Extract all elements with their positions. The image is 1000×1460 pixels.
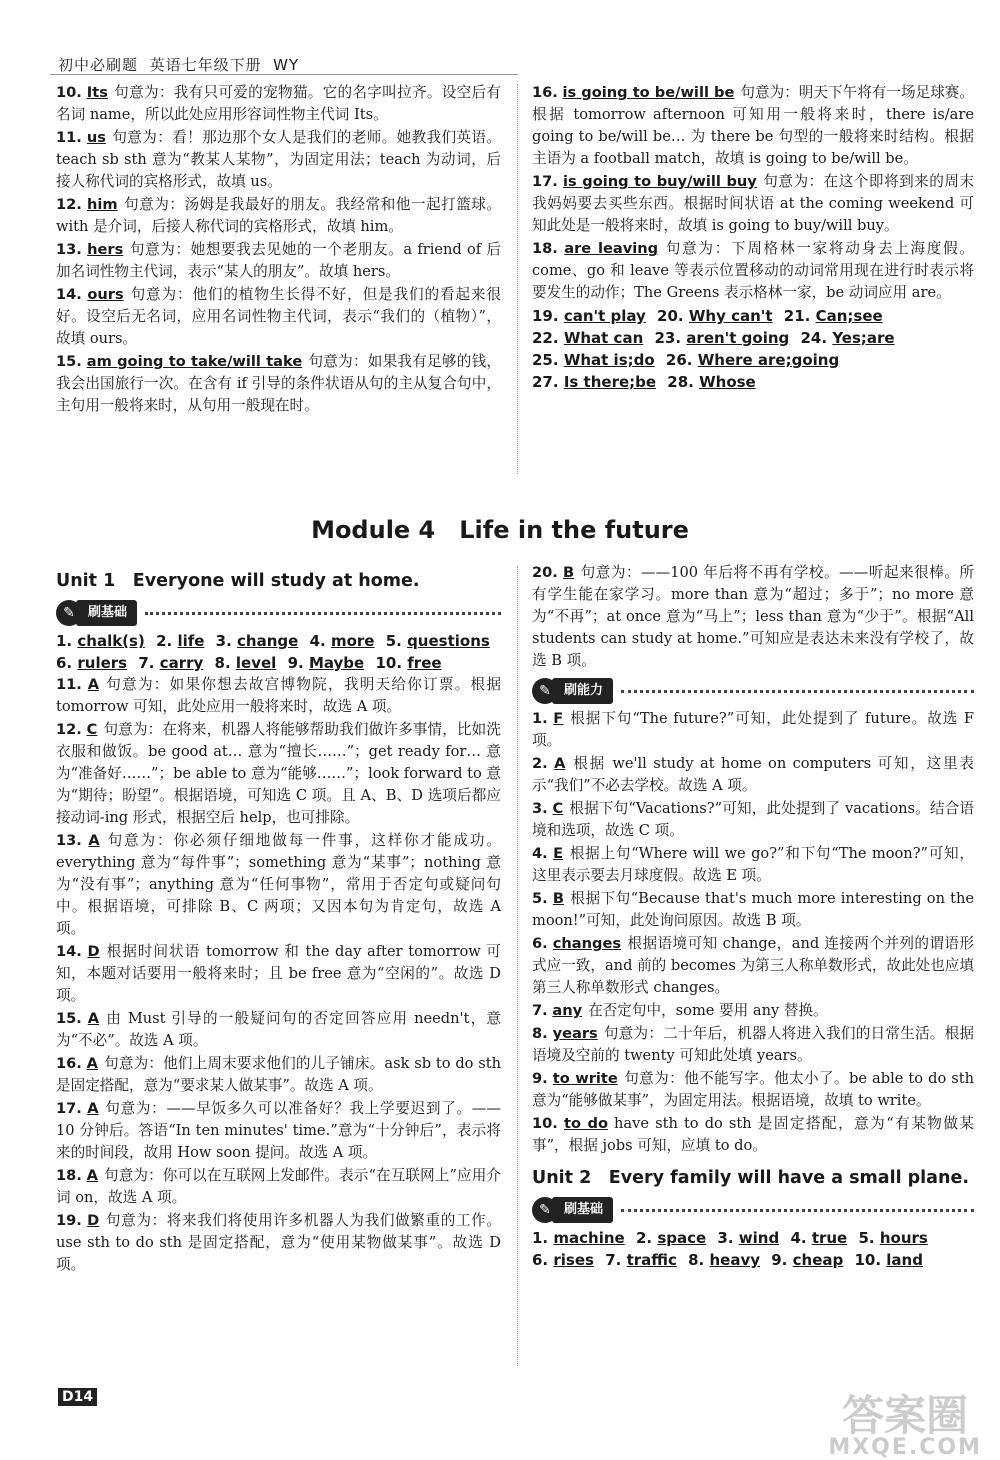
item-explanation: 根据语境可知 change，and 连接两个并列的谓语形式应一致，and 前的 becomes 为第三人称单数形式，故此处也应填第三人称单数形式 changes。	[532, 935, 974, 996]
fill-item	[56, 654, 127, 672]
item-number: 6.	[532, 935, 548, 952]
unit1-explanations-right	[532, 562, 974, 672]
fill-item	[784, 307, 883, 325]
item-number: 4.	[532, 845, 548, 862]
item-explanation: 句意为：汤姆是我最好的朋友。我经常和他一起打篮球。with 是介词，后接人称代词的宾格形式，故填 him。	[56, 196, 501, 235]
item-answer: carry	[159, 654, 204, 672]
item-answer: hers	[87, 241, 124, 258]
item-number: 1.	[532, 1229, 549, 1247]
answer-item	[56, 1210, 501, 1276]
item-explanation: 句意为：——早饭多久可以准备好？我上学要迟到了。——10 分钟后。答语“In ten minutes' time.”意为“十分钟后”，表示将来的时间段，故用 How soon 提问。故选 A 项。	[56, 1100, 501, 1161]
answer-item	[532, 753, 974, 797]
item-number: 7.	[532, 1002, 548, 1019]
item-answer: him	[87, 196, 118, 213]
unit1-fill-answers	[56, 630, 501, 674]
answer-item	[532, 888, 974, 932]
item-answer: B	[552, 890, 564, 907]
item-explanation: 根据上句“Where will we go?”和下句“The moon?”可知，这里表示要去月球度假。故选 E 项。	[532, 845, 974, 884]
item-number: 4.	[309, 632, 326, 650]
item-number: 10.	[532, 1115, 558, 1132]
answer-item	[532, 798, 974, 842]
unit1-ability-explanations	[532, 708, 974, 1157]
answer-item	[56, 351, 501, 417]
item-explanation: 句意为：——100 年后将不再有学校。——听起来很棒。所有学生能在家学习。more than 意为“超过；多于”；no more 意为“不再”；at once 意为“马上”；less than 意为“少于”。根据“All students can study at home.”可知应是表达未来没有学校了，故选 B 项。	[532, 564, 975, 669]
item-number: 10.	[56, 84, 82, 101]
item-answer: life	[177, 632, 205, 650]
item-answer: D	[87, 1212, 100, 1229]
column-divider-top	[517, 84, 518, 474]
badge-basic	[56, 600, 501, 626]
answer-item	[532, 562, 974, 672]
answer-item	[56, 284, 501, 350]
item-answer: land	[886, 1251, 923, 1269]
item-answer: A	[554, 755, 566, 772]
item-explanation: 句意为：下周格林一家将动身去上海度假。come、go 和 leave 等表示位置移动的动词常用现在进行时表示将要发生的动作；The Greens 表示格林一家，be 动词应用 are。	[532, 240, 974, 301]
item-answer: change	[237, 632, 299, 650]
item-number: 6.	[56, 654, 73, 672]
fill-row	[56, 652, 501, 674]
answer-item	[56, 194, 501, 238]
item-number: 18.	[56, 1167, 82, 1184]
item-number: 23.	[654, 329, 682, 347]
item-number: 2.	[532, 755, 548, 772]
item-explanation: 句意为：她想要我去见她的一个老朋友。a friend of 后加名词性物主代词，表示“某人的朋友”。故填 hers。	[56, 241, 502, 280]
item-number: 24.	[800, 329, 828, 347]
fill-item	[801, 329, 895, 347]
fill-item	[636, 1229, 706, 1247]
module-title: Module 4 Life in the future	[311, 516, 689, 544]
item-explanation: 根据下句“Because that's much more interesting on the moon!”可知，此处询问原因。故选 B 项。	[532, 890, 975, 929]
item-explanation: 句意为：你必须仔细地做每一件事，这样你才能成功。everything 意为“每件事”；something 意为“某事”；nothing 意为“没有事”；anything 意为“任何事物”，常用于否定句或疑问句中。根据语境，可排除 B、C 两项；又因本句为肯定句，故选 A 项。	[56, 832, 501, 937]
answer-item	[56, 719, 501, 829]
item-answer: years	[552, 1025, 598, 1042]
fill-item	[532, 307, 646, 325]
item-answer: space	[657, 1229, 707, 1247]
item-answer: wind	[738, 1229, 780, 1247]
fill-item	[215, 654, 277, 672]
item-explanation: 句意为：明天下午将有一场足球赛。根据 tomorrow afternoon 可知用一般将来时，there is/are going to be/will be… 为 there be 句型的一般将来时结构。根据主语为 a football match，故填 is going to be/will be。	[532, 84, 974, 167]
fill-item	[216, 632, 299, 650]
answer-item	[532, 82, 974, 170]
fill-item	[532, 373, 656, 391]
fill-item	[771, 1251, 843, 1269]
fill-item	[532, 329, 643, 347]
page-number: D14	[58, 1388, 97, 1406]
item-explanation: 根据 we'll study at home on computers 可知，这里表示“我们”不必去学校。故选 A 项。	[532, 755, 974, 794]
fill-item	[667, 373, 755, 391]
fill-row	[532, 327, 974, 349]
item-answer: aren't going	[686, 329, 790, 347]
item-answer: Its	[86, 84, 108, 101]
item-number: 3.	[532, 800, 548, 817]
item-answer: A	[87, 676, 100, 693]
item-answer: ours	[87, 286, 124, 303]
item-explanation: 句意为：我有只可爱的宠物猫。它的名字叫拉齐。设空后有名词 name，所以此处应用形容词性物主代词 Its。	[56, 84, 501, 123]
item-answer: A	[87, 1100, 99, 1117]
unit1-explanations-left	[56, 674, 501, 1276]
item-answer: Maybe	[308, 654, 365, 672]
item-explanation: 句意为：你可以在互联网上发邮件。表示“在互联网上”应用介词 on，故选 A 项。	[56, 1167, 501, 1206]
item-answer: What can	[563, 329, 644, 347]
item-number: 20.	[657, 307, 684, 325]
item-number: 13.	[56, 241, 82, 258]
fill-item	[532, 1229, 625, 1247]
item-answer: machine	[553, 1229, 625, 1247]
item-number: 22.	[532, 329, 559, 347]
item-explanation: 句意为：他们上周末要求他们的儿子铺床。ask sb to do sth 是固定搭配，意为“要求某人做某事”。故选 A 项。	[56, 1055, 501, 1094]
item-explanation: 句意为：他不能写字。他太小了。be able to do sth 意为“能够做某事”，为固定用法。根据语境，故填 to write。	[532, 1070, 975, 1109]
item-number: 16.	[56, 1055, 82, 1072]
item-number: 19.	[56, 1212, 82, 1229]
top-left-column	[56, 82, 501, 418]
fill-item	[654, 329, 789, 347]
fill-row	[532, 1249, 974, 1271]
item-answer: is going to be/will be	[562, 84, 735, 101]
fill-item	[657, 307, 773, 325]
edition: WY	[273, 56, 300, 74]
item-answer: A	[86, 1055, 98, 1072]
dotted-rule	[621, 1209, 974, 1212]
item-answer: chalk(s)	[77, 632, 145, 650]
item-number: 27.	[532, 373, 559, 391]
item-answer: questions	[407, 632, 490, 650]
answer-item	[532, 1023, 974, 1067]
item-answer: heavy	[709, 1251, 761, 1269]
answer-item	[56, 1008, 501, 1052]
answer-item	[56, 941, 501, 1007]
item-answer: is going to buy/will buy	[563, 173, 757, 190]
item-number: 1.	[56, 632, 73, 650]
answer-item	[532, 1068, 974, 1112]
watermark	[828, 1391, 982, 1460]
item-number: 13.	[56, 832, 82, 849]
item-number: 8.	[688, 1251, 705, 1269]
fill-item	[310, 632, 375, 650]
item-answer: A	[88, 832, 100, 849]
fill-row	[56, 630, 501, 652]
item-number: 14.	[56, 943, 82, 960]
item-answer: free	[407, 654, 442, 672]
watermark-big: 答案圈	[842, 1391, 969, 1440]
fill-row	[532, 371, 974, 393]
answer-item	[56, 127, 501, 193]
item-explanation: 句意为：如果我有足够的钱，我会出国旅行一次。在含有 if 引导的条件状语从句的主从复合句中，主句用一般将来时，从句用一般现在时。	[56, 353, 501, 414]
book-name: 初中必刷题	[58, 56, 139, 74]
item-explanation: 句意为：在这个即将到来的周末我妈妈要去买些东西。根据时间状语 at the coming weekend 可知此处是一般将来时，故填 is going to buy/will buy。	[532, 173, 974, 234]
running-header	[58, 54, 299, 75]
item-explanation: 根据下句“The future?”可知，此处提到了 future。故选 F 项。	[532, 710, 974, 749]
item-answer: are leaving	[564, 240, 659, 257]
answer-item	[56, 1165, 501, 1209]
item-answer: changes	[552, 935, 622, 952]
item-number: 10.	[375, 654, 403, 672]
fill-item	[605, 1251, 677, 1269]
item-number: 7.	[138, 654, 155, 672]
item-answer: cheap	[792, 1251, 844, 1269]
item-number: 14.	[56, 286, 82, 303]
top-right-fill-answers	[532, 305, 974, 393]
fill-row	[532, 349, 974, 371]
answer-item	[56, 674, 501, 718]
fill-item	[717, 1229, 779, 1247]
header-rule	[50, 74, 518, 75]
fill-item	[375, 654, 441, 672]
answer-item	[532, 238, 974, 304]
item-explanation: 在否定句中，some 要用 any 替换。	[588, 1002, 828, 1019]
fill-item	[386, 632, 490, 650]
dotted-rule	[621, 690, 974, 693]
item-number: 2.	[156, 632, 173, 650]
item-answer: more	[330, 632, 375, 650]
item-explanation: 句意为：二十年后，机器人将进入我们的日常生活。根据语境及空前的 twenty 可知此处填 years。	[532, 1025, 974, 1064]
item-number: 16.	[532, 84, 558, 101]
item-answer: F	[553, 710, 564, 727]
brush-icon: ✎	[532, 1197, 558, 1223]
item-answer: D	[87, 943, 100, 960]
item-explanation: 句意为：在将来，机器人将能够帮助我们做许多事情，比如洗衣服和做饭。be good at… 意为“擅长……”；get ready for… 意为“准备好……”；be able to 意为“能够……”；look forward to 意为“期待；盼望”。根据语境，可知选 C 项。且 A、B、D 选项后都应接动词-ing 形式，根据空后 help，也可排除。	[56, 721, 501, 826]
item-explanation: 句意为：如果你想去故宫博物院，我明天给你订票。根据 tomorrow 可知，此处应用一般将来时，故选 A 项。	[56, 676, 501, 715]
item-answer: traffic	[626, 1251, 677, 1269]
item-number: 5.	[532, 890, 548, 907]
answer-item	[532, 708, 974, 752]
badge-ability-label: 刷能力	[552, 678, 613, 704]
badge-ability	[532, 678, 974, 704]
fill-item	[532, 1251, 594, 1269]
item-answer: am going to take/will take	[86, 353, 303, 370]
answer-item	[532, 1000, 974, 1022]
answer-item	[532, 1113, 974, 1157]
fill-item	[858, 1229, 927, 1247]
subject-name: 英语七年级下册	[149, 56, 262, 74]
fill-item	[688, 1251, 760, 1269]
answer-item	[56, 1098, 501, 1164]
unit1-right-column	[532, 562, 974, 1271]
item-number: 9.	[771, 1251, 788, 1269]
item-answer: Is there;be	[563, 373, 657, 391]
badge-basic-unit2	[532, 1197, 974, 1223]
answer-item	[56, 830, 501, 940]
item-answer: B	[563, 564, 575, 581]
item-answer: Why can't	[688, 307, 773, 325]
item-explanation: 句意为：看！那边那个女人是我们的老师。她教我们英语。teach sb sth 意为“教某人某物”，为固定用法；teach 为动词，后接人称代词的宾格形式，故填 us。	[56, 129, 501, 190]
answer-item	[56, 82, 501, 126]
item-answer: C	[86, 721, 98, 738]
item-number: 20.	[532, 564, 558, 581]
item-answer: us	[86, 129, 106, 146]
item-number: 6.	[532, 1251, 549, 1269]
item-answer: A	[87, 1010, 99, 1027]
item-answer: hours	[879, 1229, 928, 1247]
item-number: 19.	[532, 307, 559, 325]
item-number: 11.	[56, 676, 82, 693]
item-number: 18.	[532, 240, 558, 257]
item-explanation: 根据下句“Vacations?”可知，此处提到了 vacations。结合语境和选项，故选 C 项。	[532, 800, 974, 839]
item-number: 25.	[532, 351, 559, 369]
unit1-left-column	[56, 566, 501, 1277]
item-answer: rises	[553, 1251, 594, 1269]
item-answer: rulers	[77, 654, 128, 672]
item-answer: to do	[563, 1115, 608, 1132]
item-number: 15.	[56, 353, 82, 370]
item-number: 2.	[635, 1229, 653, 1247]
answer-item	[56, 1053, 501, 1097]
item-number: 7.	[605, 1251, 622, 1269]
item-number: 28.	[667, 373, 694, 391]
item-number: 26.	[665, 351, 693, 369]
answer-item	[532, 933, 974, 999]
item-number: 8.	[532, 1025, 548, 1042]
fill-item	[854, 1251, 923, 1269]
item-answer: C	[552, 800, 564, 817]
fill-item	[156, 632, 204, 650]
item-answer: Whose	[699, 373, 756, 391]
fill-row	[532, 305, 974, 327]
item-number: 3.	[215, 632, 232, 650]
item-explanation: 根据时间状语 tomorrow 和 the day after tomorrow 可知，本题对话要用一般将来时；且 be free 意为“空闲的”。故选 D 项。	[56, 943, 501, 1004]
unit2-title: Unit 2 Every family will have a small plane.	[532, 1168, 969, 1188]
fill-item	[532, 351, 655, 369]
dotted-rule	[145, 612, 501, 615]
item-answer: to write	[552, 1070, 618, 1087]
top-right-column	[532, 82, 974, 393]
item-number: 9.	[532, 1070, 548, 1087]
item-number: 8.	[214, 654, 231, 672]
fill-item	[56, 632, 145, 650]
badge-basic-label: 刷基础	[76, 600, 137, 626]
item-answer: Yes;are	[832, 329, 895, 347]
item-number: 12.	[56, 721, 82, 738]
item-explanation: have sth to do sth 是固定搭配，意为“有某物做某事”，根据 jobs 可知，应填 to do。	[532, 1115, 974, 1154]
item-number: 12.	[56, 196, 82, 213]
fill-row	[532, 1227, 974, 1249]
answer-item	[532, 171, 974, 237]
item-answer: What is;do	[563, 351, 655, 369]
item-answer: Can;see	[815, 307, 883, 325]
item-answer: can't play	[563, 307, 646, 325]
column-divider-bottom	[517, 566, 518, 1366]
item-answer: Where are;going	[697, 351, 840, 369]
item-explanation: 句意为：将来我们将使用许多机器人为我们做繁重的工作。use sth to do sth 是固定搭配，意为“使用某物做某事”。故选 D 项。	[56, 1212, 502, 1273]
item-number: 5.	[385, 632, 402, 650]
top-right-explanations	[532, 82, 974, 304]
item-answer: E	[553, 845, 564, 862]
item-number: 3.	[717, 1229, 734, 1247]
item-number: 15.	[56, 1010, 82, 1027]
item-number: 5.	[858, 1229, 875, 1247]
fill-item	[288, 654, 365, 672]
brush-icon: ✎	[532, 678, 558, 704]
item-number: 17.	[56, 1100, 82, 1117]
watermark-small: MXQE.COM	[828, 1435, 982, 1460]
answer-item	[532, 843, 974, 887]
item-number: 21.	[783, 307, 811, 325]
item-answer: level	[235, 654, 277, 672]
item-answer: A	[86, 1167, 98, 1184]
item-number: 9.	[287, 654, 304, 672]
item-number: 11.	[56, 129, 82, 146]
unit2-fill-answers	[532, 1227, 974, 1271]
fill-item	[790, 1229, 847, 1247]
item-number: 17.	[532, 173, 558, 190]
answer-item	[56, 239, 501, 283]
brush-icon: ✎	[56, 600, 82, 626]
item-number: 4.	[790, 1229, 807, 1247]
unit1-title: Unit 1 Everyone will study at home.	[56, 571, 420, 591]
fill-item	[666, 351, 839, 369]
item-explanation: 句意为：他们的植物生长得不好，但是我们的看起来很好。设空后无名词，应用名词性物主代词，表示“我们的（植物）”，故填 ours。	[56, 286, 502, 347]
badge-basic-label: 刷基础	[552, 1197, 613, 1223]
item-explanation: 由 Must 引导的一般疑问句的否定回答应用 needn't，意为“不必”。故选 A 项。	[56, 1010, 502, 1049]
fill-item	[138, 654, 203, 672]
item-number: 10.	[854, 1251, 882, 1269]
item-number: 1.	[532, 710, 548, 727]
item-answer: any	[552, 1002, 583, 1019]
item-answer: true	[811, 1229, 848, 1247]
